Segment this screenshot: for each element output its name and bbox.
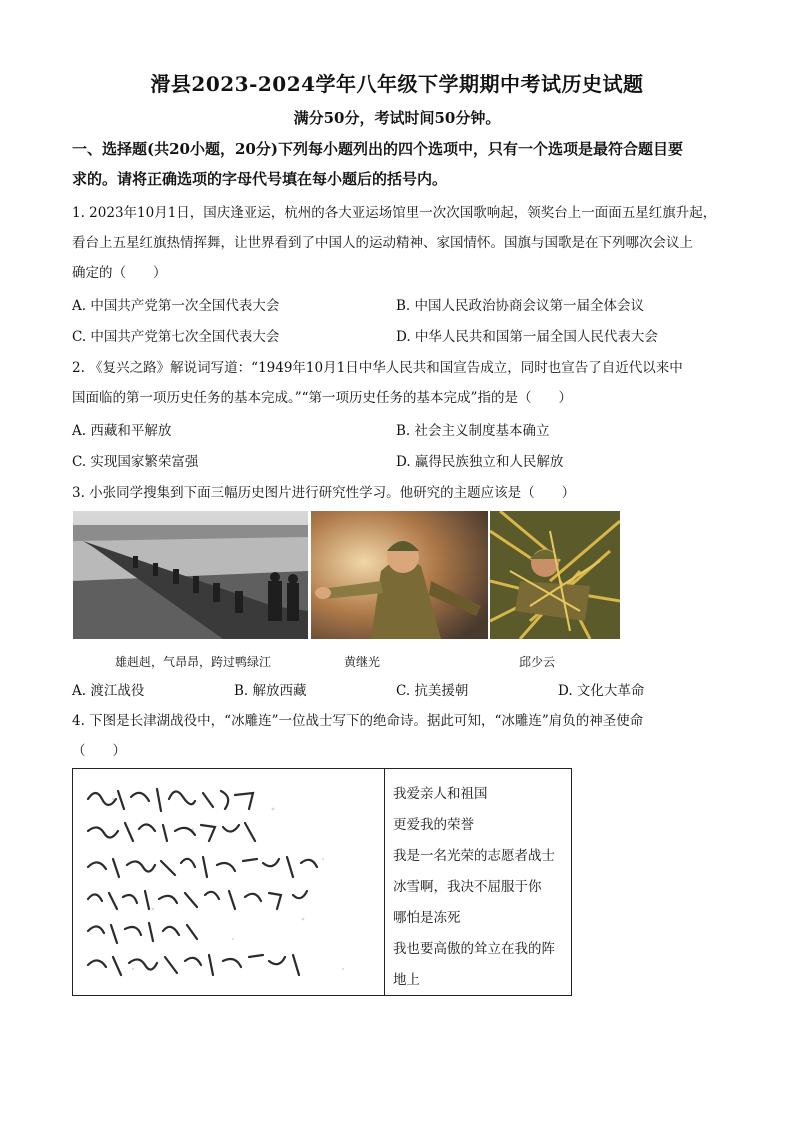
photo-caption-1: 雄赳赳，气昂昂，跨过鸭绿江 [115,655,272,669]
question-1-option-c[interactable]: C. 中国共产党第七次全国代表大会 [72,329,280,345]
section-heading-line-1: 一、选择题(共20小题，20分)下列每小题列出的四个选项中，只有一个选项是最符合题目要 [72,140,683,158]
photo-caption-2: 黄继光 [344,655,381,669]
poem-transcription [393,779,555,996]
question-3-option-c[interactable]: C. 抗美援朝 [396,683,469,699]
question-2-option-d[interactable]: D. 赢得民族独立和人民解放 [396,454,564,470]
question-1-option-d[interactable]: D. 中华人民共和国第一届全国人民代表大会 [396,329,658,345]
page-title: 滑县2023-2024学年八年级下学期期中考试历史试题 [150,72,644,96]
poem-line-5: 哪怕是冻死 [393,910,461,926]
painting-huang-jiguang [311,511,488,639]
painting-qiu-shaoyun [490,511,620,639]
poem-line-4: 冰雪啊，我决不屈服于你 [393,879,542,895]
poem-table [72,768,572,996]
poem-line-6: 我也要高傲的耸立在我的阵 [393,941,555,957]
photo-caption-3: 邱少云 [519,655,556,669]
question-3-option-d[interactable]: D. 文化大革命 [558,683,645,699]
question-2-option-c[interactable]: C. 实现国家繁荣富强 [72,454,199,470]
exam-info: 满分50分，考试时间50分钟。 [293,109,501,127]
poem-line-1: 我爱亲人和祖国 [393,786,488,802]
handwritten-poem-image [73,769,385,995]
question-4-line-2: （ ） [72,743,126,759]
section-heading-line-2: 求的。请将正确选项的字母代号填在每小题后的括号内。 [72,170,448,188]
question-3-line-1: 3. 小张同学搜集到下面三幅历史图片进行研究性学习。他研究的主题应该是（ ） [72,485,576,501]
question-3-option-b[interactable]: B. 解放西藏 [234,683,307,699]
question-1-line-2: 看台上五星红旗热情挥舞，让世界看到了中国人的运动精神、家国情怀。国旗与国歌是在下列哪次会议上 [72,235,693,251]
question-2-option-a[interactable]: A. 西藏和平解放 [72,423,172,439]
question-2-option-b[interactable]: B. 社会主义制度基本确立 [396,423,550,439]
poem-line-2: 更爱我的荣誉 [393,817,474,833]
poem-line-3: 我是一名光荣的志愿者战士 [393,848,555,864]
question-2-line-2: 国面临的第一项历史任务的基本完成。”“第一项历史任务的基本完成”指的是（ ） [72,390,572,406]
poem-line-7: 地上 [393,972,420,988]
photo-crossing-yalu [73,511,308,639]
question-2-line-1: 2. 《复兴之路》解说词写道：“1949年10月1日中华人民共和国宣告成立，同时也宣告了自近代以来中 [72,360,683,376]
question-1-line-3: 确定的（ ） [72,265,167,281]
question-4-line-1: 4. 下图是长津湖战役中，“冰雕连”一位战士写下的绝命诗。据此可知，“冰雕连”肩负的神圣使命 [72,713,644,729]
question-1-option-b[interactable]: B. 中国人民政治协商会议第一届全体会议 [396,298,645,314]
question-3-option-a[interactable]: A. 渡江战役 [72,683,145,699]
question-1-option-a[interactable]: A. 中国共产党第一次全国代表大会 [72,298,280,314]
question-1-line-1: 1. 2023年10月1日，国庆逢亚运，杭州的各大亚运场馆里一次次国歌响起，领奖台上一面面五星红旗升起， [72,205,717,221]
